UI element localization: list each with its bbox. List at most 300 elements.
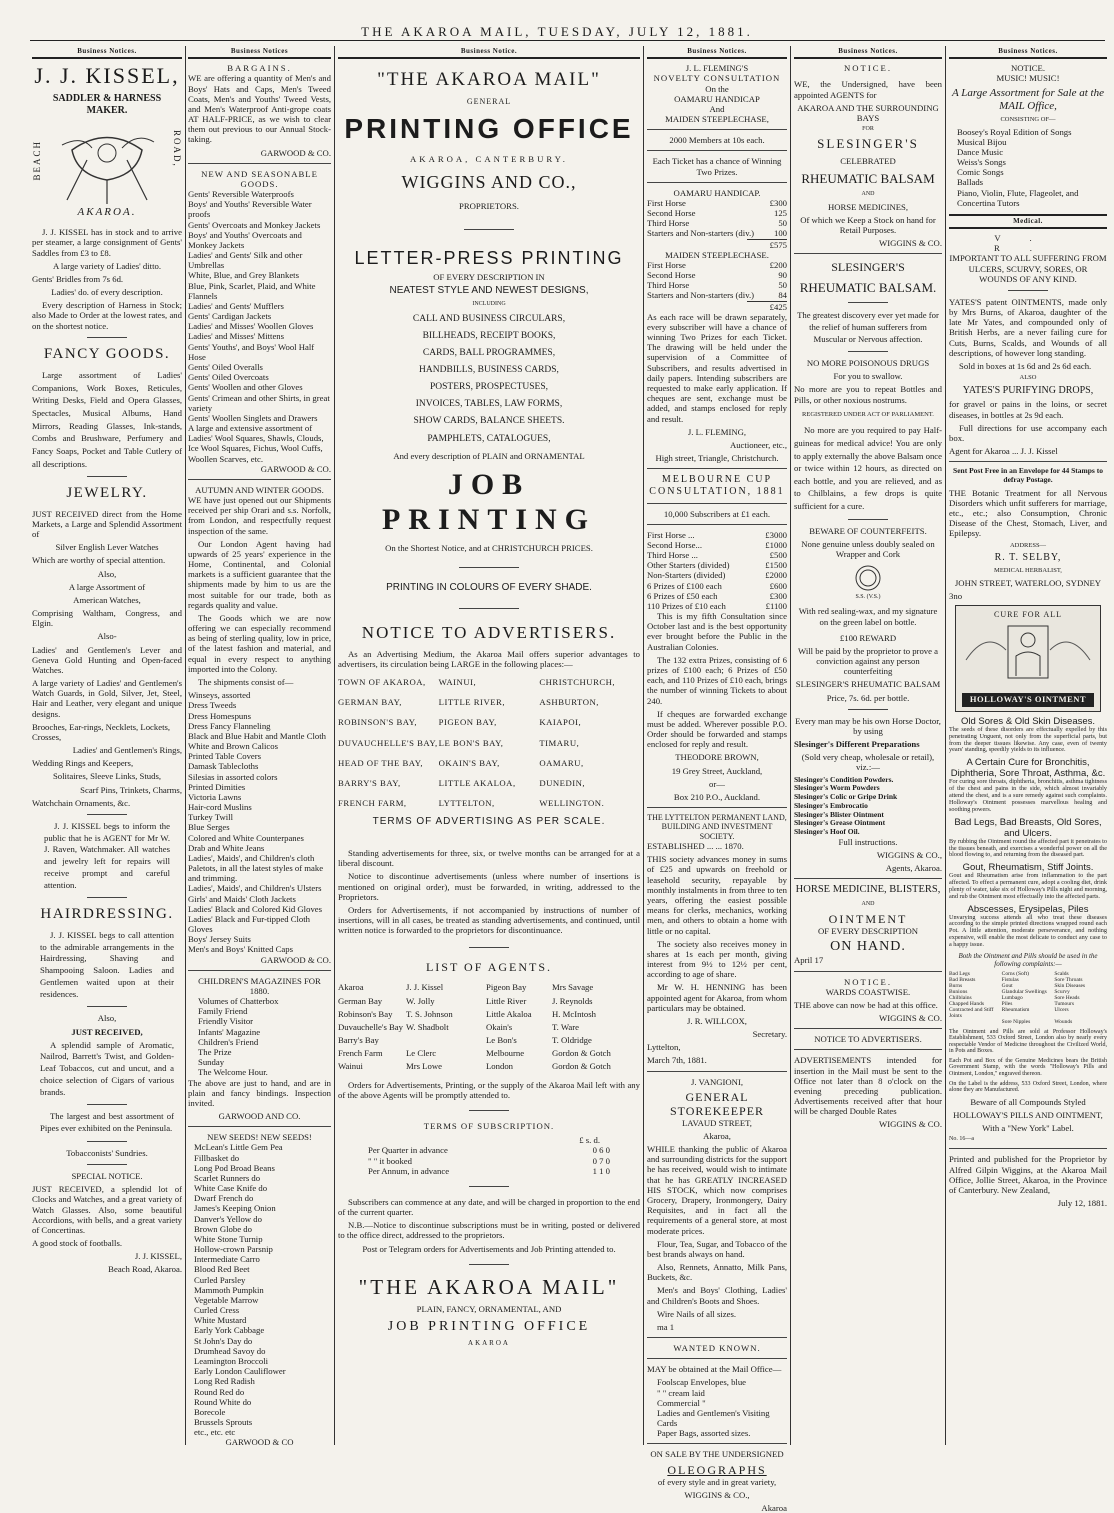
list-item: James's Keeping Onion [194,1203,276,1214]
list-item: Gents' Cardigan Jackets [188,311,272,322]
instructions: Full instructions. [838,836,898,847]
wanted-list [647,1377,787,1438]
abscesses-title: Abscesses, Erysipelas, Piles [967,903,1089,915]
list-item: Girls' and Maids' Cloth Jackets [188,893,296,904]
list-item: Infants' Magazine [198,1026,261,1037]
prize-row-cell: £3000 [765,529,787,540]
vangioni: J. VANGIONI, [690,1076,744,1087]
oleo-sign: Akaroa [761,1502,787,1513]
kissel-title: J. J. KISSEL, [34,63,180,89]
wanted-title: WANTED KNOWN. [673,1343,761,1354]
agent-cell: Okain's [486,1021,513,1032]
place-cell: ASHBURTON, [539,697,599,708]
separator [647,503,787,504]
oamaru-handicap-title: OAMARU HANDICAP. [673,187,761,198]
complaint-cell: Fistulas [1001,977,1019,984]
list-item: The Welcome Hour. [198,1067,268,1078]
prize-row [647,601,787,611]
on-the: On the [705,83,729,94]
place-cell: BARRY'S BAY, [338,778,401,788]
list-item: Ladies' Black and Colored Kid Gloves [188,903,323,914]
prize-row-cell: 100 [773,228,787,239]
complaint-cell: Piles [1001,1001,1013,1008]
lyttelton-title: THE LYTTELTON PERMANENT LAND, BUILDING AND INVESTMENT SOCIETY. [647,813,787,841]
list-item: Dwarf French do [194,1193,254,1204]
new-goods-list [188,189,331,464]
place-cell: GERMAN BAY, [338,697,402,708]
list-item: Silesias in assorted colors [188,771,278,782]
prize-row-cell: 125 [773,208,787,219]
agents-grid [338,982,640,1071]
secretary: Secretary. [752,1029,787,1040]
prize-row-cell: £1000 [765,539,787,550]
beware-counterfeits: BEWARE OF COUNTERFEITS. [809,525,927,536]
and: And [709,103,725,114]
no-more-text: No more are you to repeat Bottles and Pills, or other noxious nostrums. [794,384,942,405]
printing-office-title: PRINTING OFFICE [344,112,634,144]
list-item: Early York Cabbage [194,1325,265,1336]
fleming-sign: Auctioneer, etc., [729,439,787,450]
prize-row-cell: £600 [769,580,787,591]
list-item: Ladies', Maids', and Children's cloth Paletots, in all the latest styles of make and trimming. [188,852,324,884]
list-item: Volumes of Chatterbox [198,996,279,1007]
jewelry-text: A large Assortment of [68,581,146,592]
list-item: Slesinger's Embrocatio [794,800,868,810]
complaint-cell: Skin Diseases [1054,983,1086,990]
wiggins-sign: WIGGINS & CO. [879,238,942,249]
separator [647,1358,787,1359]
theodore: THEODORE BROWN, [675,752,759,763]
prize-row [647,560,787,570]
lyttelton-text: Mr W. H. HENNING has been appointed agent for Akaroa, from whom particulars may be obtained. [647,982,787,1013]
gout-text: Gout and Rheumatism arise from inflammation to the part affected. To effect a permanent cure, adopt a cooling diet, drink plenty of water, take six of Holloway's Pills night and morning, and rub the Ointment most effectually into the affected parts. [949,872,1107,900]
column-divider [945,46,946,1445]
jewelry-text: JUST RECEIVED direct from the Home Markets, a Large and Splendid Assortment of [32,508,182,540]
list-item: Slesinger's Colic or Gripe Drink [794,792,898,802]
list-item: Printed Table Covers [188,751,262,762]
column-header: Business Notices. [32,46,182,59]
for: FOR [862,126,874,133]
separator [469,1110,509,1111]
column-akaroa-mail [338,46,640,1445]
list-item: Round Red do [194,1386,245,1397]
number: No. 16—a [949,1136,974,1143]
agents-title: LIST OF AGENTS. [425,960,553,975]
holloway-top: CURE FOR ALL [993,609,1062,619]
new-goods-title: NEW AND SEASONABLE GOODS. [201,168,318,189]
prize-row-cell: Non-Starters (divided) [647,570,726,581]
notice-title: NOTICE. [843,976,893,987]
prize-row-cell: £300 [769,197,787,208]
list-item: Printed Dimities [188,781,246,792]
list-item: Weiss's Songs [957,157,1006,168]
list-item: Long Pod Broad Beans [194,1162,275,1173]
list-item: Colored and White Counterpanes [188,832,304,843]
prize-row [647,290,787,300]
preparations-list [794,776,942,837]
bargains-title: BARGAINS. [227,63,292,74]
rheumatic-balsam: RHEUMATIC BALSAM [801,171,935,187]
list-item: Blue, Pink, Scarlet, Plaid, and White Flannels [188,280,316,301]
letterpress-title: LETTER-PRESS PRINTING [354,247,624,268]
column-header: Business Notices [188,46,331,59]
terms-advertising: TERMS OF ADVERTISING AS PER SCALE. [372,816,606,828]
separator [794,1049,942,1050]
address: ADDRESS— [1009,541,1047,549]
list-item: Slesinger's Hoof Oil. [794,827,860,837]
terms-text: Orders for Advertisements, if not accompanied by instructions of number of insertions, will in all cases, be treated as standing advertisements, and continued, until written notice is forwarded to the proprietors for discontinuance. [338,904,640,936]
footballs: A good stock of footballs. [32,1238,123,1249]
list-item: Borecole [194,1406,226,1417]
theodore: Box 210 P.O., Auckland. [673,791,761,802]
agents-akaroa: Agents, Akaroa. [885,863,942,874]
vangioni-text: WHILE thanking the public of Akaroa and surrounding districts for the support he has received, would wish to intimate that he has GREATLY INCREASED HIS STOCK, which now comprises Grocery, Drapery, Ironmongery, Dairy Requisites, and in fact all the requirements of a general store, at most moderate prices. [647,1144,787,1236]
balsam: SLESINGER'S RHEUMATIC BALSAM [795,679,941,690]
jewelry-text: Brooches, Ear-rings, Necklets, Lockets, Crosses, [32,721,171,742]
complaint-cell: Glandular Swellings [1001,989,1047,996]
agent: Agent for Akaroa ... J. J. Kissel [949,446,1058,457]
list-item: Winseys, assorted [188,690,251,701]
of-which: Of which we Keep a Stock on hand for Retail Purposes. [800,214,936,235]
complaint-cell: Burns [949,983,963,990]
jewelry-text: A large variety of Ladies' and Gentlemen's Watch Guards, in Gold, Silver, Jet, Steel, Hair and Leather, very elegant and unique designs. [32,678,182,719]
list-item: Ladies' Black and Fur-tipped Cloth Gloves [188,913,311,935]
children-list [188,996,331,1077]
abscesses-text: Unvarying success attends all who treat these diseases according to the simple printed directions wrapped round each Pot. A little attention, moderate perseverance, and nothing expensive, will enable the most delicate to conduct any case to a happy issue. [949,913,1107,948]
music-list [949,127,1107,208]
place-cell: HEAD OF THE BAY, [338,757,424,768]
consisting: CONSISTING OF— [1000,115,1056,123]
agent-cell: W. Jolly [406,995,435,1006]
agent-cell: Little River [486,995,527,1006]
list-item: Brussels Sprouts [194,1417,253,1428]
prize-row-cell: Starters and Non-starters (div.) [647,228,755,239]
list-item: Ladies', Maids', and Children's Ulsters [188,883,322,894]
terms-text: Notice to discontinue advertisements (unless where number of insertions is mentioned on original order), must be forwarded, in writing, addressed to the Proprietors. [338,871,640,902]
slesinger-title: SLESINGER'S [831,260,905,275]
music-title: MUSIC! MUSIC! [996,73,1060,84]
children-text: The above are just to hand, and are in plain and fancy bindings. Inspection invited. [188,1077,331,1108]
oamaru: OAMARU HANDICAP [674,93,760,104]
slesinger-title: SLESINGER'S [817,136,919,152]
list-item: Ladies' and Misses' Woollen Gloves [188,321,314,332]
complaint-cell: Bad Breasts [949,977,976,984]
complaint-cell: Corns (Soft) [1001,971,1030,978]
list-item: Intermediate Carro [194,1254,260,1265]
seno: 3no [949,590,963,601]
list-item: Danver's Yellow do [194,1213,262,1224]
list-item: Long Red Radish [194,1376,255,1387]
list-item: Drab and White Jeans [188,842,265,853]
separator [87,897,127,898]
terms-text: Standing advertisements for three, six, or twelve months can be arranged for at a liberal discount. [338,848,640,869]
place-cell: LITTLE RIVER, [438,697,505,708]
list-item: Gents' Reversible Waterproofs [188,189,294,200]
complaint-cell: Sore Throats [1054,977,1083,984]
wiggins-sign: WIGGINS & CO. [879,1119,942,1130]
oamaru-prizes [647,198,787,239]
reward: £100 REWARD [839,632,897,643]
job-printing-title: JOB PRINTING [381,467,596,536]
complaint-cell: Rheumatism [1001,1007,1030,1014]
kissel-text: Every description of Harness in Stock; also Made to Order at the lowest rates, and on the shortest notice. [32,300,182,331]
separator [949,461,1107,462]
prize-row-cell: Third Horse [647,280,690,291]
list-item: " " cream laid [657,1387,705,1398]
prize-row-cell: 6 Prizes of £100 each [647,580,722,591]
list-item: White and Brown Calicos [188,741,278,752]
jewelry-text: Scarf Pins, Trinkets, Charms, [80,784,182,795]
subscription-text: Post or Telegram orders for Advertisements and Job Printing attended to. [362,1243,616,1254]
vr: V. R. [994,233,1062,254]
list-item: Black and Blue Habit and Mantle Cloth [188,730,327,741]
prize-row [647,260,787,270]
prize-row [647,270,787,280]
selby-street: JOHN STREET, WATERLOO, SYDNEY [954,577,1102,588]
including: INCLUDING [472,300,506,307]
april: April 17 [794,955,824,966]
bronchitis-title: A Certain Cure for Bronchitis, Diphtheria, Sore Throat, Asthma, &c. [950,757,1106,780]
tobacco-also: Also, [97,1013,117,1024]
agent-cell: Mrs Lowe [406,1061,442,1072]
garwood-signature: GARWOOD & CO [225,1437,294,1448]
novelty-title: NOVELTY CONSULTATION [653,73,781,84]
list-item: Ladies and Gentlemen's Visiting Cards [657,1407,770,1429]
every-description: OF EVERY DESCRIPTION IN [433,271,545,282]
signature: J. J. KISSEL, [134,1251,182,1262]
seal-text: S.S. (V.S.) [855,594,881,601]
list-item: White Mustard [194,1315,247,1326]
general-storekeeper: GENERAL STOREKEEPER [669,1089,765,1118]
bottom-subtitle: PLAIN, FANCY, ORNAMENTAL, AND [416,1304,562,1315]
prize-row-cell: Starters and Non-starters (div.) [647,290,755,301]
agent-cell: J. J. Kissel [406,982,444,993]
column-header: Business Notices. [647,46,787,59]
each-pot: Each Pot and Box of the Genuine Medicines bears the British Government Stamp, with the words "Holloway's Pills and Ointment, London," engraved thereon. [949,1057,1107,1078]
separator [87,1164,127,1165]
important: IMPORTANT TO ALL SUFFERING FROM ULCERS, SCURVY, SORES, OR WOUNDS OF ANY KIND. [949,253,1107,284]
agent-cell: Mrs Savage [552,982,594,993]
wards-coastwise: WARDS COASTWISE. [825,986,911,997]
list-item: Victoria Lawns [188,791,242,802]
fleming-sign: High street, Triangle, Christchurch. [655,453,779,464]
complaint-cell: Contracted and Stiff Joints [949,1007,994,1020]
beware: With a "New York" Label. [982,1123,1074,1134]
separator [469,1264,509,1265]
list-item: Boys' and Youths' Reversible Water proofs [188,199,312,220]
autumn-text: Our London Agent having had upwards of 25 years' experience in the Home, Continental, and Colonial markets is a sufficient guarantee that the shipments made by him to us are the most suitable for our trade, both as regards quality and value. [188,538,331,610]
prize-row-cell: Second Horse [647,270,696,281]
list-item: Ladies' and Misses' Mittens [188,331,285,342]
melbourne-prizes [647,530,787,611]
children-title: CHILDREN'S MAGAZINES FOR 1880. [198,975,321,996]
oleo-text: of every style and in great variety, [657,1476,777,1487]
jewelry-text: Watchchain Ornaments, &c. [32,797,131,808]
neatest: NEATEST STYLE AND NEWEST DESIGNS, [389,285,589,297]
column-divider [334,46,335,1445]
agent-cell: J. Reynolds [552,995,593,1006]
complaint-cell: Scurvy [1054,989,1070,996]
pipes-text: The largest and best assortment of Pipes ever exhibited on the Peninsula. [40,1111,174,1134]
top-rule [30,40,1105,41]
subscription-head: £ s. d. [579,1135,600,1146]
guineas-text: No more are you required to pay Half-guineas for medical advice! You are only to apply externally the above Balsam once or twice within 12 hours, as directed on each bottle, and you are relieved, and as to Chilblains, a few drops is quite sufficient for a cure. [794,425,942,512]
list-item: Drumhead Savoy do [194,1345,266,1356]
selby: R. T. SELBY, [994,552,1062,564]
place-cell: TIMARU, [539,737,580,748]
agent-cell: French Farm [338,1048,383,1059]
separator [794,878,942,879]
fleming-sign: J. L. FLEMING, [687,426,747,437]
place-cell: PIGEON BAY, [438,717,497,728]
prize-row [647,280,787,290]
prize-row-cell: First Horse [647,197,686,208]
price: Price, 7s. 6d. per bottle. [826,692,910,703]
list-item: Slesinger's Condition Powders. [794,774,894,784]
of-every: OF EVERY DESCRIPTION [817,925,919,936]
separator [848,519,888,520]
column-header: Business Notice. [338,46,640,59]
garwood-signature: GARWOOD & CO. [260,954,331,965]
agent-notice: J. J. KISSEL begs to inform the public that he is AGENT for Mr W. J. Raven, Watchmaker. All watches and jewelry left for repairs will receive prompt and careful attention. [44,820,170,890]
jewelry-text: Also, [97,568,117,579]
imprint-date: July 12, 1881. [1057,1198,1107,1209]
notice-advertisers: NOTICE TO ADVERTISERS. [814,1034,922,1045]
subscription-row-cell: 1 1 0 [592,1165,610,1176]
prize-row [647,218,787,228]
registered: REGISTERED UNDER ACT OF PARLIAMENT. [802,410,934,418]
separator [188,163,331,164]
theodore: 19 Grey Street, Auckland, [671,765,763,776]
list-item: POSTERS, PROSPECTUSES, [430,382,548,393]
list-item: White, Blue, and Grey Blankets [188,270,299,281]
on-hand: ON HAND. [830,938,906,954]
fancy-goods-text: Large assortment of Ladies' Companions, Work Boxes, Reticules, Writing Desks, Field and Opera Glasses, Spectacles, Musical Albums, Hand Mirrors, Reading Glasses, Ink-stands, Combs and Brushware, Perfumery and Fancy Soaps, Pocket and Table Cutlery of all descriptions. [32,370,182,469]
list-item: Slesinger's Grease Ointment [794,818,886,828]
list-item: Hollow-crown Parsnip [194,1244,273,1255]
prize-row-cell: 90 [778,270,787,281]
list-item: Dress Fancy Flanneling [188,720,271,731]
subscription-row-cell: 0 7 0 [592,1155,610,1166]
masthead: THE AKAROA MAIL, TUESDAY, JULY 12, 1881. [361,24,753,39]
prize-row [647,570,787,580]
and: AND [861,900,875,907]
and: AND [861,190,875,197]
music-large: A Large Assortment for Sale at the MAIL Office, [952,86,1104,112]
separator [87,814,127,815]
wiggins-sign: WIGGINS & CO. [879,1013,942,1024]
members: 2000 Members at 10s each. [669,135,765,146]
lyttelton-text: The society also receives money in shares at 1s each per month, giving interest from 9½ to 12½ per cent, according to age of share. [647,938,787,980]
place-cell: LYTTELTON, [438,798,495,809]
list-item: Gents' Crimean and other Shirts, in great variety [188,392,330,413]
melbourne-title: MELBOURNE CUP CONSULTATION, 1881 [649,474,785,497]
separator [87,1104,127,1105]
separator [647,468,787,469]
column-garwood [188,46,331,1448]
akaroa-canterbury: AKAROA, CANTERBURY. [410,153,568,164]
list-item: Boys' and Youths' Overcoats and Monkey Jackets [188,229,302,250]
bottom-akaroa: AKAROA [468,1338,510,1347]
complaint-cell: Ulcers [1054,1007,1069,1014]
vangioni-text: ma 1 [657,1321,675,1332]
lavaud: LAVAUD STREET, [682,1117,752,1128]
list-item: A large and extensive assortment of Ladies' Wool Squares, Shawls, Clouds, Ice Wool Squares, Fichus, Wool Cuffs, Woollen Scarves, etc. [188,423,324,464]
autumn-text: WE have just opened out our Shipments received per ship Orari and s.s. Norfolk, from London, and respectfully request inspection of the same. [188,495,331,536]
kissel-place: AKAROA. [77,206,137,219]
prize-row-cell: Second Horse [647,208,696,219]
column-consultations [647,46,787,1513]
list-item: Piano, Violin, Flute, Flageolet, and Concertina Tutors [957,187,1079,208]
both-complaints: Both the Ointment and Pills should be used in the following complaints:— [958,951,1098,968]
botanic-text: THE Botanic Treatment for all Nervous Disorders which unfit sufferers for marriage, etc., etc.; also Consumption, Chronic Disease of the Chest, Stomach, Liver, and Epilepsy. [949,487,1107,539]
yates-text: YATES'S patent OINTMENTS, made only by Mrs Burns, of Akaroa, daughter of the late Mr Yates, and compounded only of British Herbs, are a never failing cure for Cuts, Burns, Scalds, and Wounds of all descriptions, of however long standing. [949,296,1107,358]
drops-text: for gravel or pains in the loins, or secret diseases, in bottles at 2s 9d each. [949,399,1107,420]
fleming-text: As each race will be drawn separately, every subscriber will have a chance of winning Two Prizes for each Ticket. The drawing will be held under the supervision of a Committee of Subscribers, and results advertised in daily papers. Intending subscribers are requested to make early application. If cheques are sent, exchange must be added, and stamps enclosed for reply and result. [647,311,787,424]
oamaru-total: £575 [747,239,787,250]
list-item: Dance Music [957,146,1004,157]
bottom-title: "THE AKAROA MAIL" [358,1274,620,1299]
jewelry-text: Comprising Waltham, Congress, and Elgin. [32,608,182,629]
every-man: Every man may be his own Horse Doctor, by using [795,715,941,736]
place-cell: LE BON'S BAY, [438,737,504,748]
bargains-text: WE are offering a quantity of Men's and Boys' Hats and Caps, Men's Tweed Coats, Men's and Youths' Tweed Vests, and Men's Waterproof Anti-grope coats AT HALF-PRICE, as we wish to clear them out previous to our Annual Stock-taking. [188,73,331,145]
list-item: Children's Friend [198,1036,259,1047]
list-item: Family Friend [198,1006,248,1017]
hairdressing-text: J. J. KISSEL begs to call attention to the admirable arrangements in the Hairdressing, Shaving and Shampooing Saloon. Ladies and Gentlemen waited upon at their residences. [40,929,174,999]
garwood-signature: GARWOOD & CO. [260,147,331,158]
complaint-cell: Bad Legs [949,971,970,978]
general: GENERAL [466,97,512,107]
list-item: Gents' Overcoats and Monkey Jackets [188,219,321,230]
prize-row-cell: Other Starters (divided) [647,560,730,571]
oleo-intro: ON SALE BY THE UNDERSIGNED [650,1449,784,1460]
subscription-title: TERMS OF SUBSCRIPTION. [423,1120,555,1131]
kissel-text: J. J. KISSEL has in stock and to arrive per steamer, a large consignment of Gents' Saddles from £3 to £8. [32,227,182,258]
prize-row-cell: Third Horse ... [647,550,698,561]
agent-cell: H. McIntosh [552,1008,596,1019]
list-item: etc., etc. etc [194,1427,236,1438]
prize-row-cell: £1500 [765,560,787,571]
agent-cell: T. S. Johnson [406,1008,453,1019]
agent-cell: Melbourne [486,1048,525,1059]
beware: HOLLOWAY'S PILLS AND OINTMENT, [953,1110,1103,1121]
place-cell: OKAIN'S BAY, [438,757,500,768]
separator [87,337,127,338]
special-notice-title: SPECIAL NOTICE. [71,1170,143,1181]
yates-sold: Sold in boxes at 1s 6d and 2s 6d each. [959,360,1092,371]
list-item: Mammoth Pumpkin [194,1284,264,1295]
list-item: The Prize [198,1047,232,1057]
list-item: Gents' Woollen Singlets and Drawers [188,412,318,423]
maiden-total: £425 [747,301,787,312]
prize-row-cell: Second Horse... [647,539,703,550]
holloway-figure-icon [956,620,1100,690]
mail-title: "THE AKAROA MAIL" [377,69,601,91]
places-grid [338,677,640,808]
separator [469,947,509,948]
subscription-row [368,1156,610,1166]
column-header: Business Notices. [949,46,1107,59]
no-more-drugs: NO MORE POISONOUS DRUGS [806,358,930,369]
list-item: Leamington Broccoli [194,1355,269,1366]
column-slesinger [794,46,942,1445]
kissel-subtitle: SADDLER & HARNESS MAKER. [52,92,162,116]
place-cell: LITTLE AKALOA, [438,778,516,788]
vangioni-text: Wire Nails of all sizes. [657,1308,737,1319]
beware: Beware of all Compounds Styled [970,1096,1086,1107]
vangioni-text: Flour, Tea, Sugar, and Tobacco of the best brands always on hand. [647,1238,787,1259]
